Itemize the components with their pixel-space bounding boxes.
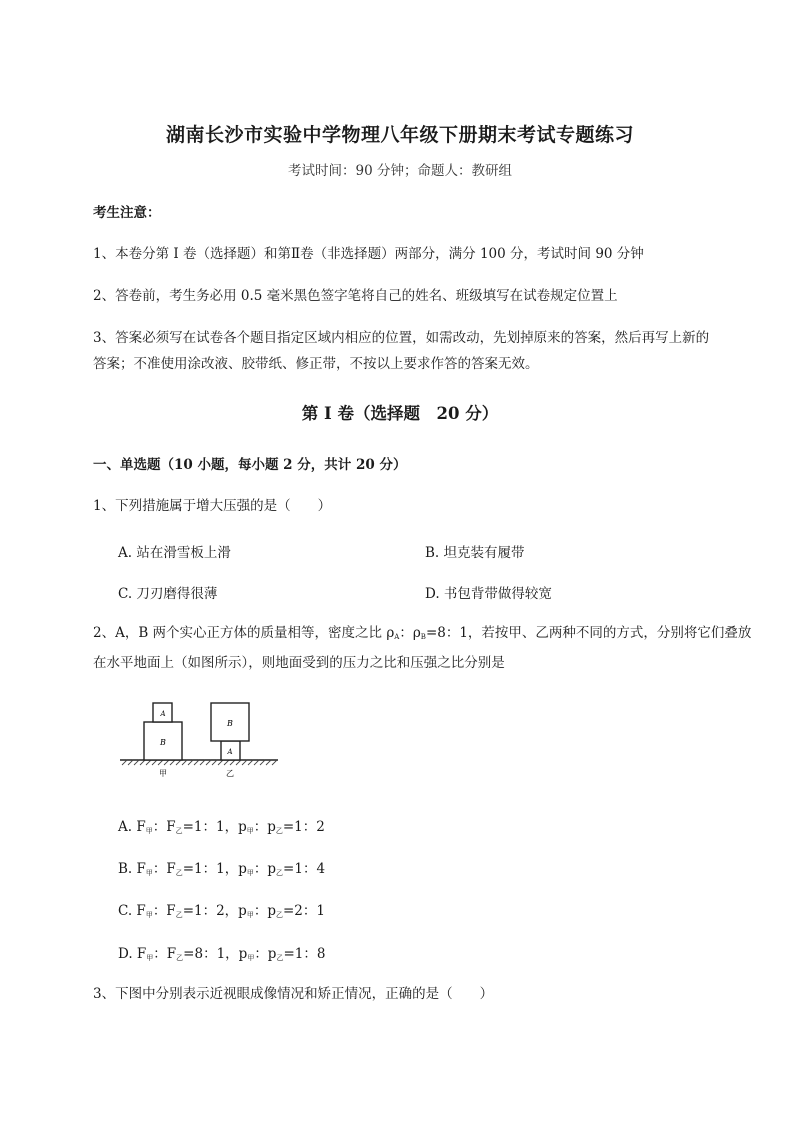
- opt-c-sub4: 乙: [275, 911, 283, 919]
- notice-item-2: 2、答卷前，考生务必用 0.5 毫米黑色签字笔将自己的姓名、班级填写在试卷规定位置上: [93, 288, 618, 304]
- question-2-option-d: [118, 942, 325, 963]
- label-jia: 甲: [159, 769, 167, 778]
- opt-c-sub3: 甲: [246, 911, 254, 919]
- figure-svg: [118, 696, 283, 782]
- q2-sub-a: A: [394, 633, 400, 641]
- opt-b-sub1: 甲: [145, 869, 153, 877]
- opt-b-sub4: 乙: [276, 869, 284, 877]
- opt-d-mid: ：F: [153, 946, 177, 962]
- q2-stem-middle: ：ρ: [399, 625, 421, 641]
- q2-sub-b: B: [420, 633, 426, 641]
- question-2-stem: [93, 620, 753, 676]
- question-1-stem: 1、下列措施属于增大压强的是（ ）: [93, 498, 332, 514]
- question-1-option-c: C. 刀刃磨得很薄: [118, 586, 218, 602]
- q2-stem-before: 2、A，B 两个实心正方体的质量相等，密度之比 ρ: [93, 625, 395, 641]
- label-yi: 乙: [226, 769, 234, 778]
- q2-stem-after: =8：1，若按甲、乙两种不同的方式，分别将它们叠放在水平地面上（如图所示），则地面受到的压力之比和压强之比分别是: [93, 625, 752, 671]
- opt-c-mid: ：F: [152, 903, 176, 919]
- opt-c-mid2: ：p: [253, 903, 276, 919]
- page-subtitle: 考试时间：90 分钟；命题人：教研组: [288, 163, 512, 179]
- opt-b-r2: =1：4: [283, 861, 326, 877]
- opt-c-f: C. F: [118, 903, 146, 919]
- question-1-option-a: A. 站在滑雪板上滑: [118, 545, 231, 561]
- opt-d-f: D. F: [118, 946, 147, 962]
- notice-heading: 考生注意：: [93, 205, 161, 221]
- question-3-stem: 3、下图中分别表示近视眼成像情况和矫正情况，正确的是（ ）: [93, 986, 494, 1002]
- page-title: 湖南长沙市实验中学物理八年级下册期末考试专题练习: [165, 124, 634, 146]
- yi-label-b: B: [227, 719, 233, 728]
- part-heading: 一、单选题（10 小题，每小题 2 分，共计 20 分）: [93, 457, 407, 473]
- yi-label-a: A: [227, 748, 233, 756]
- opt-a-sub1: 甲: [145, 827, 153, 835]
- opt-c-sub2: 乙: [175, 911, 183, 919]
- opt-b-f: B. F: [118, 861, 146, 877]
- opt-a-sub2: 乙: [175, 827, 183, 835]
- notice-item-1: 1、本卷分第 I 卷（选择题）和第Ⅱ卷（非选择题）两部分，满分 100 分，考试时间 90 分钟: [93, 246, 644, 262]
- opt-a-sub3: 甲: [246, 827, 254, 835]
- opt-a-mid2: ：p: [253, 819, 276, 835]
- opt-d-sub3: 甲: [247, 954, 255, 962]
- opt-a-f: A. F: [118, 819, 146, 835]
- question-2-option-b: [118, 857, 325, 878]
- opt-b-sub2: 乙: [175, 869, 183, 877]
- opt-d-r1: =8：1，p: [183, 946, 248, 962]
- opt-b-sub3: 甲: [246, 869, 254, 877]
- opt-c-r2: =2：1: [282, 903, 325, 919]
- opt-d-sub4: 乙: [276, 954, 284, 962]
- opt-d-sub2: 乙: [176, 954, 184, 962]
- question-2-option-c: [118, 899, 325, 920]
- opt-d-mid2: ：p: [254, 946, 277, 962]
- opt-d-sub1: 甲: [146, 954, 154, 962]
- opt-a-r2: =1：2: [282, 819, 325, 835]
- opt-b-mid: ：F: [152, 861, 176, 877]
- stacked-cubes-figure: [118, 696, 283, 786]
- opt-a-sub4: 乙: [275, 827, 283, 835]
- notice-item-3: 3、答案必须写在试卷各个题目指定区域内相应的位置，如需改动，先划掉原来的答案，然后再写上新的答案；不准使用涂改液、胶带纸、修正带，不按以上要求作答的答案无效。: [93, 330, 710, 372]
- jia-label-b: B: [160, 738, 166, 747]
- opt-a-r1: =1：1，p: [182, 819, 247, 835]
- opt-c-r1: =1：2，p: [182, 903, 247, 919]
- opt-b-r1: =1：1，p: [182, 861, 247, 877]
- opt-b-mid2: ：p: [253, 861, 277, 877]
- opt-d-r2: =1：8: [283, 946, 326, 962]
- question-2-option-a: [118, 815, 325, 836]
- question-1-option-d: D. 书包背带做得较宽: [425, 586, 552, 602]
- section-title: 第 I 卷（选择题 20 分）: [301, 404, 499, 423]
- opt-c-sub1: 甲: [145, 911, 153, 919]
- opt-a-mid: ：F: [152, 819, 176, 835]
- question-1-option-b: B. 坦克装有履带: [425, 545, 525, 561]
- jia-label-a: A: [160, 710, 166, 718]
